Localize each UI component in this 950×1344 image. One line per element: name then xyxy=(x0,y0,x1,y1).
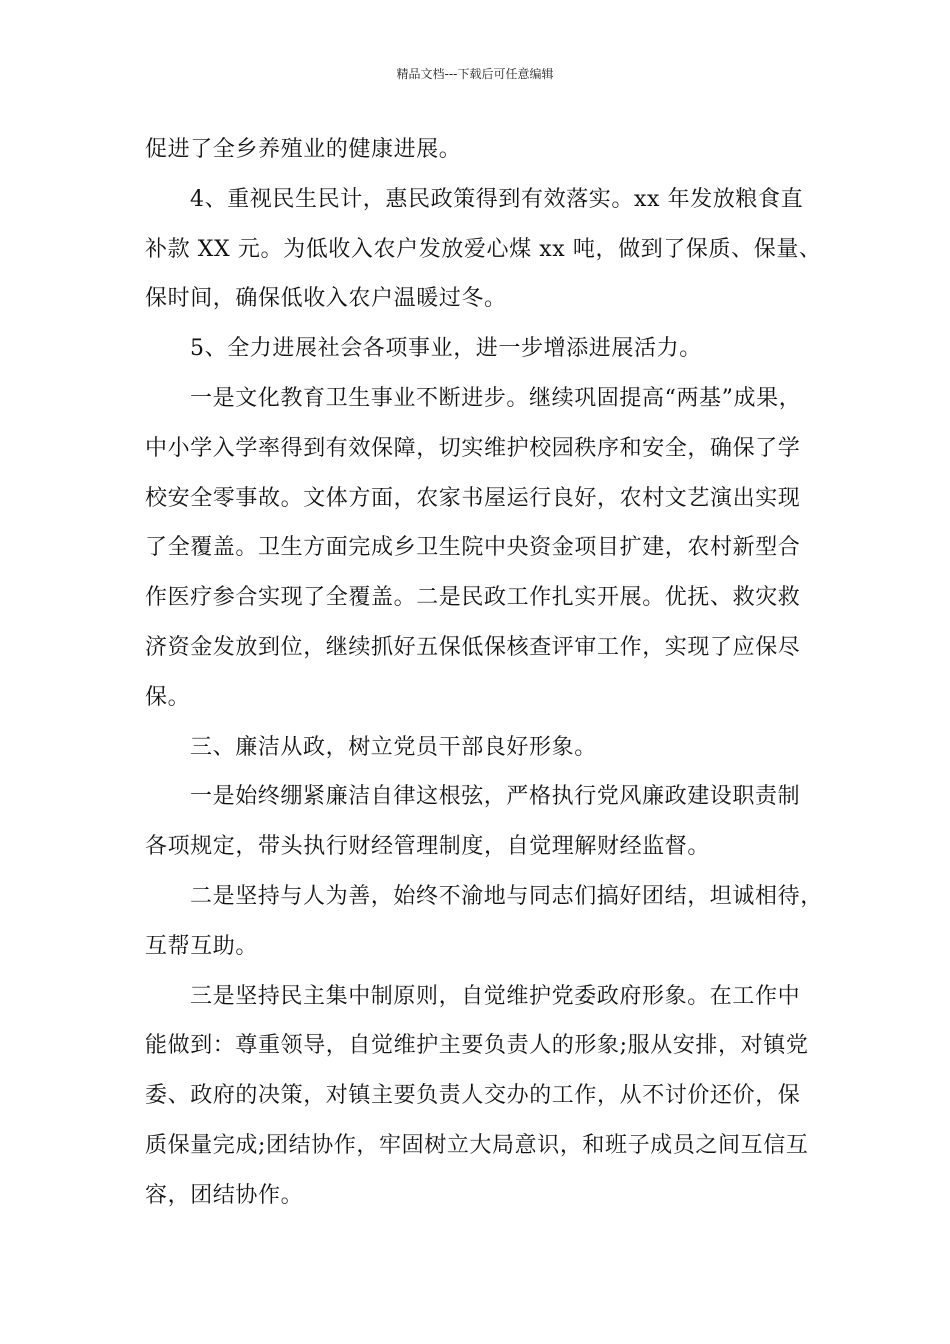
text-line: 质保量完成;团结协作，牢固树立大局意识，和班子成员之间互信互 xyxy=(145,1133,809,1158)
text-line: 容，团结协作。 xyxy=(145,1183,304,1208)
text-line: 保。 xyxy=(145,685,191,710)
page-header: 精品文档---下载后可任意编辑 xyxy=(396,67,554,81)
text-line: 促进了全乡养殖业的健康进展。 xyxy=(145,137,462,162)
text-line: 委、政府的决策，对镇主要负责人交办的工作，从不讨价还价，保 xyxy=(145,1083,801,1108)
text-line: 各项规定，带头执行财经管理制度，自觉理解财经监督。 xyxy=(145,834,711,859)
text-line: 互帮互助。 xyxy=(145,934,259,959)
text-line: 能做到：尊重领导，自觉维护主要负责人的形象;服从安排，对镇党 xyxy=(145,1033,809,1058)
text-line: 中小学入学率得到有效保障，切实维护校园秩序和安全，确保了学 xyxy=(145,436,801,461)
text-line: 济资金发放到位，继续抓好五保低保核查评审工作，实现了应保尽 xyxy=(145,635,801,660)
text-line: 一是始终绷紧廉洁自律这根弦，严格执行党风廉政建设职责制 xyxy=(190,784,801,809)
text-line: 5、全力进展社会各项事业，进一步增添进展活力。 xyxy=(190,336,702,361)
text-line: 校安全零事故。文体方面，农家书屋运行良好，农村文艺演出实现 xyxy=(145,486,801,511)
text-line: 保时间，确保低收入农户温暖过冬。 xyxy=(145,286,507,311)
section-heading: 三、廉洁从政，树立党员干部良好形象。 xyxy=(190,735,597,760)
text-line: 三是坚持民主集中制原则，自觉维护党委政府形象。在工作中 xyxy=(190,984,801,1009)
text-line: 作医疗参合实现了全覆盖。二是民政工作扎实开展。优抚、救灾救 xyxy=(145,585,801,610)
text-line: 了全覆盖。卫生方面完成乡卫生院中央资金项目扩建，农村新型合 xyxy=(145,535,801,560)
text-line: 4、重视民生民计，惠民政策得到有效落实。xx 年发放粮食直 xyxy=(190,187,804,212)
text-line: 补款 XX 元。为低收入农户发放爱心煤 xx 吨，做到了保质、保量、 xyxy=(145,237,822,262)
text-line: 一是文化教育卫生事业不断进步。继续巩固提高“两基”成果， xyxy=(190,386,802,411)
text-line: 二是坚持与人为善，始终不渝地与同志们搞好团结，坦诚相待， xyxy=(190,884,823,909)
